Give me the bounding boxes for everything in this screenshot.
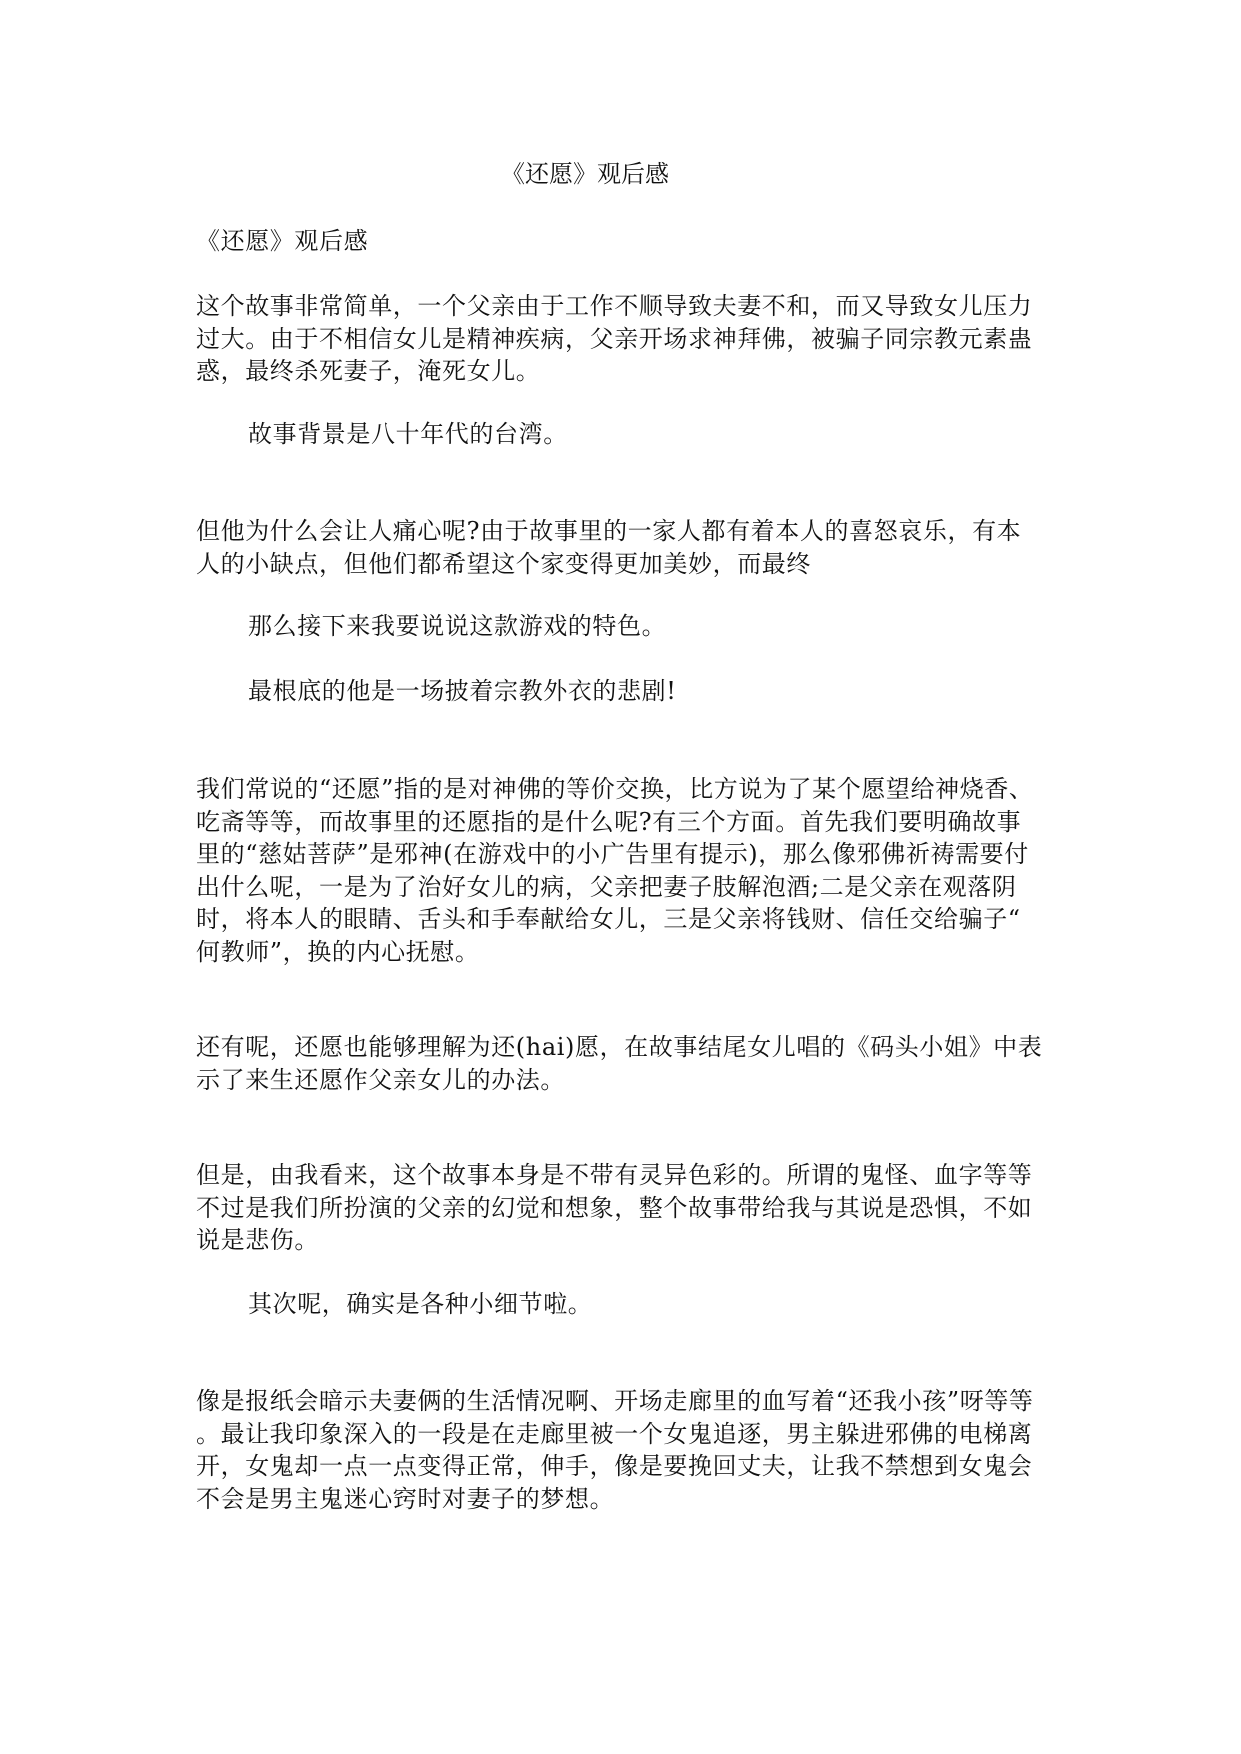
- paragraph-vow-alt-meaning: [196, 1031, 1046, 1096]
- paragraph-line: 其次呢，确实是各种小细节啦。: [248, 1290, 593, 1318]
- paragraph-line: 时，将本人的眼睛、舌头和手奉献给女儿，三是父亲将钱财、信任交给骗子“: [196, 905, 1021, 933]
- paragraph-line: 故事背景是八十年代的台湾。: [248, 420, 568, 448]
- paragraph-line: 《还愿》观后感: [196, 227, 369, 255]
- paragraph-line: 。最让我印象深入的一段是在走廊里被一个女鬼追逐，男主躲进邪佛的电梯离: [196, 1419, 1033, 1448]
- paragraph-features-intro: [196, 610, 1046, 643]
- paragraph-line: 何教师”，换的内心抚慰。: [196, 937, 480, 966]
- document-title: 《还愿》观后感: [501, 160, 669, 188]
- paragraph-story-summary: [196, 290, 1046, 388]
- paragraph-background: [196, 418, 1046, 451]
- paragraph-line: 像是报纸会暗示夫妻俩的生活情况啊、开场走廊里的血写着“还我小孩”呀等等: [196, 1387, 1034, 1415]
- paragraph-details-intro: [196, 1288, 1046, 1321]
- paragraph-line: 说是悲伤。: [196, 1226, 319, 1254]
- paragraph-line: 过大。由于不相信女儿是精神疾病，父亲开场求神拜佛，被骗子同宗教元素蛊: [196, 324, 1033, 353]
- paragraph-line: 还有呢，还愿也能够理解为还(hai)愿，在故事结尾女儿唱的《码头小姐》中表: [196, 1033, 1043, 1061]
- paragraph-line: 但他为什么会让人痛心呢?由于故事里的一家人都有着本人的喜怒哀乐，有本: [196, 517, 1022, 545]
- paragraph-tragedy: [196, 675, 1046, 708]
- paragraph-why-painful: [196, 515, 1046, 580]
- paragraph-line: 示了来生还愿作父亲女儿的办法。: [196, 1065, 565, 1094]
- paragraph-line: 不过是我们所扮演的父亲的幻觉和想象，整个故事带给我与其说是恐惧，不如: [196, 1193, 1033, 1222]
- paragraph-line: 我们常说的“还愿”指的是对神佛的等价交换，比方说为了某个愿望给神烧香、: [196, 775, 1034, 803]
- subtitle-paragraph: [196, 225, 1046, 258]
- paragraph-line: 吃斋等等，而故事里的还愿指的是什么呢?有三个方面。首先我们要明确故事: [196, 807, 1022, 836]
- paragraph-line: 里的“慈姑菩萨”是邪神(在游戏中的小广告里有提示)，那么像邪佛祈祷需要付: [196, 840, 1029, 868]
- paragraph-line: 但是，由我看来，这个故事本身是不带有灵异色彩的。所谓的鬼怪、血字等等: [196, 1161, 1033, 1189]
- paragraph-line: 开，女鬼却一点一点变得正常，伸手，像是要挽回丈夫，让我不禁想到女鬼会: [196, 1452, 1033, 1480]
- paragraph-line: 出什么呢，一是为了治好女儿的病，父亲把妻子肢解泡酒;二是父亲在观落阴: [196, 872, 1017, 901]
- paragraph-details: [196, 1385, 1046, 1515]
- paragraph-line: 这个故事非常简单，一个父亲由于工作不顺导致夫妻不和，而又导致女儿压力: [196, 292, 1033, 320]
- paragraph-line: 不会是男主鬼迷心窍时对妻子的梦想。: [196, 1484, 615, 1513]
- paragraph-line: 那么接下来我要说说这款游戏的特色。: [248, 612, 667, 640]
- paragraph-no-supernatural: [196, 1159, 1046, 1257]
- paragraph-line: 人的小缺点，但他们都希望这个家变得更加美妙，而最终: [196, 549, 811, 578]
- paragraph-line: 最根底的他是一场披着宗教外衣的悲剧!: [248, 677, 677, 705]
- paragraph-meaning-of-vow: [196, 773, 1046, 968]
- paragraph-line: 惑，最终杀死妻子，淹死女儿。: [196, 357, 541, 385]
